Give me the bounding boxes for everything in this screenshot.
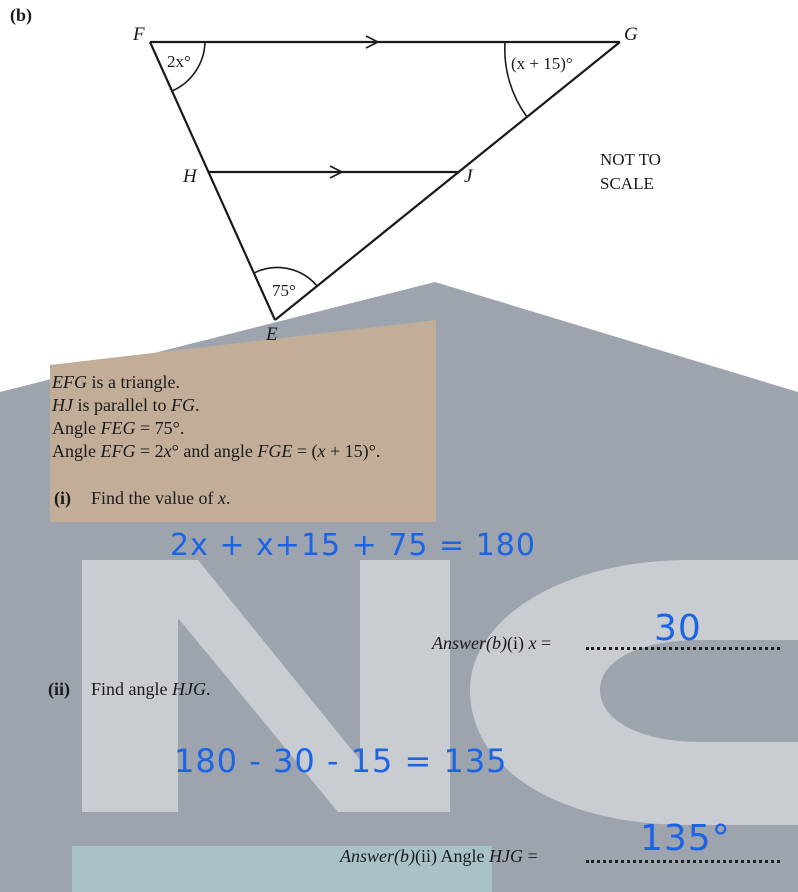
question-var: HJG xyxy=(172,679,206,699)
statement-parallel xyxy=(52,394,199,416)
answer-text: (i) xyxy=(507,633,529,653)
vertex-label-h: H xyxy=(183,166,197,187)
vertex-label-g: G xyxy=(624,24,638,45)
answer-prefix: Answer(b) xyxy=(340,846,415,866)
side-ge xyxy=(275,42,620,320)
statement-var: HJ xyxy=(52,395,73,415)
statement-text: Angle xyxy=(52,441,101,461)
triangle-figure xyxy=(0,0,798,360)
part-i-answer-label xyxy=(432,632,551,654)
question-var: x xyxy=(217,488,226,508)
part-i-answer-value: 30 xyxy=(654,608,702,649)
statement-var: FEG xyxy=(100,418,136,438)
statement-text: = 75°. xyxy=(135,418,185,438)
answer-prefix: Answer(b) xyxy=(432,633,507,653)
statement-var: x xyxy=(163,441,172,461)
statement-text: is parallel to xyxy=(73,395,171,415)
question-text: . xyxy=(225,488,231,508)
part-label: (b) xyxy=(10,5,32,25)
answer-text: = xyxy=(523,846,538,866)
statement-var: EFG xyxy=(100,441,136,461)
part-ii-working: 180 - 30 - 15 = 135 xyxy=(174,742,508,780)
question-text: Find the value of xyxy=(91,488,218,508)
statement-var: EFG xyxy=(52,372,87,392)
answer-text: (ii) Angle xyxy=(415,846,489,866)
statement-triangle xyxy=(52,371,180,393)
statement-text: = ( xyxy=(292,441,318,461)
part-i-working: 2x + x+15 + 75 = 180 xyxy=(170,528,536,563)
part-ii-answer-value: 135° xyxy=(640,818,731,859)
statement-text: is a triangle. xyxy=(87,372,180,392)
part-ii-answer-line xyxy=(586,860,780,863)
angle-label-g: (x + 15)° xyxy=(511,54,573,73)
statement-angles-efg-fge xyxy=(52,440,380,462)
scale-note-line2: SCALE xyxy=(600,174,654,193)
statement-text: + 15)°. xyxy=(325,441,381,461)
statement-text: Angle xyxy=(52,418,101,438)
question-text: . xyxy=(206,679,211,699)
statement-angle-feg xyxy=(52,417,184,439)
statement-var: FGE xyxy=(257,441,293,461)
statement-var: FG xyxy=(170,395,195,415)
angle-label-f: 2x° xyxy=(167,52,191,71)
vertex-label-f: F xyxy=(133,24,145,45)
answer-var: HJG xyxy=(489,846,523,866)
part-ii-label: (ii) xyxy=(48,679,70,699)
statement-text: ° and angle xyxy=(171,441,258,461)
vertex-label-j: J xyxy=(464,166,473,187)
scale-note-line1: NOT TO xyxy=(600,150,661,169)
part-i-label: (i) xyxy=(54,488,71,508)
part-ii-answer-label xyxy=(340,845,538,867)
question-text: Find angle xyxy=(91,679,172,699)
side-fe xyxy=(150,42,275,320)
vertex-label-e: E xyxy=(266,324,278,345)
statement-text: = 2 xyxy=(135,441,164,461)
answer-text: = xyxy=(536,633,552,653)
angle-label-e: 75° xyxy=(272,281,296,300)
part-i-question xyxy=(91,487,230,509)
answer-var: x xyxy=(528,633,537,653)
part-ii-question xyxy=(91,678,211,700)
statement-var: x xyxy=(317,441,326,461)
statement-text: . xyxy=(194,395,200,415)
